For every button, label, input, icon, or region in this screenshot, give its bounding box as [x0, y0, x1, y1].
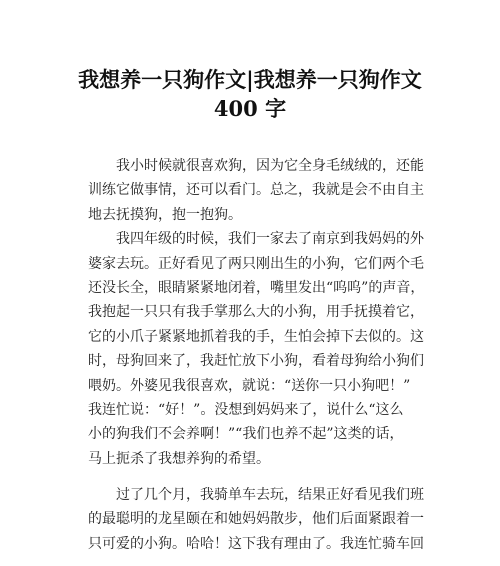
text-line: 我小时候就很喜欢狗，因为它全身毛绒绒的，还能: [116, 158, 424, 174]
paragraph: [88, 483, 424, 556]
text-line: 训练它做事情，还可以看门。总之，我就是会不由自主: [88, 182, 424, 199]
text-line: 过了几个月，我骑单车去玩，结果正好看见我们班: [116, 487, 424, 504]
text-line: 还没长全，眼睛紧紧地闭着，嘴里发出“呜呜”的声音，: [88, 279, 425, 296]
text-line: 我连忙说：“好！”。没想到妈妈来了，说什么“这么: [88, 401, 404, 418]
document-title-line-2: 400 字: [213, 96, 287, 121]
text-line: 只可爱的小狗。哈哈！这下我有理由了。我连忙骑车回: [88, 535, 424, 552]
text-line: 婆家去玩。正好看见了两只刚出生的小狗，它们两个毛: [88, 255, 424, 272]
text-line: 地去抚摸狗，抱一抱狗。: [88, 206, 242, 223]
text-line: 时，母狗回来了，我赶忙放下小狗，看着母狗给小狗们: [88, 353, 424, 370]
text-line: 马上扼杀了我想养狗的希望。: [88, 450, 270, 467]
text-line: 我抱起一只只有我手掌那么大的小狗，用手抚摸着它，: [88, 304, 424, 321]
text-line: 的最聪明的龙星颐在和她妈妈散步，他们后面紧跟着一: [88, 511, 424, 528]
paragraph: [88, 154, 424, 227]
paragraph: [88, 227, 425, 471]
article-body: [88, 154, 425, 556]
document-title-line-1: 我想养一只狗作文|我想养一只狗作文: [78, 67, 422, 92]
text-line: 它的小爪子紧紧地抓着我的手，生怕会掉下去似的。这: [88, 328, 424, 345]
text-line: 小的狗我们不会养啊！”“我们也养不起”这类的话，: [88, 426, 404, 443]
text-line: 喂奶。外婆见我很喜欢，就说：“送你一只小狗吧！”: [88, 377, 411, 394]
text-line: 我四年级的时候，我们一家去了南京到我妈妈的外: [116, 231, 424, 248]
